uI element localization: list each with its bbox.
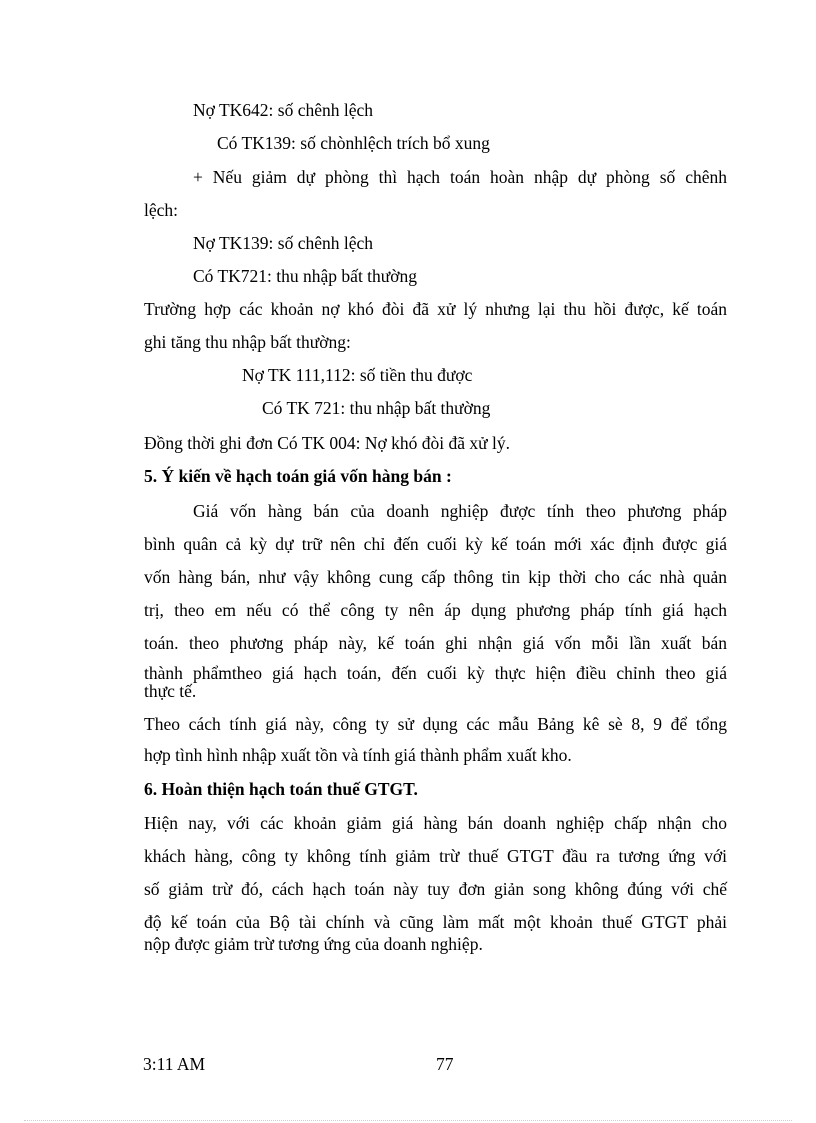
section-5-paragraph2-line: Theo cách tính giá này, công ty sử dụng các mẫu Bảng kê sè 8, 9 để tổng	[144, 714, 727, 734]
page-bottom-divider	[24, 1120, 792, 1121]
section-5-paragraph-line: toán. theo phương pháp này, kế toán ghi nhận giá vốn mỗi lần xuất bán	[144, 633, 727, 653]
note-decrease-provision: + Nếu giảm dự phòng thì hạch toán hoàn nhập dự phòng số chênh	[193, 167, 727, 187]
section-5-paragraph-line: trị, theo em nếu có thể công ty nên áp dụng phương pháp tính giá hạch	[144, 600, 727, 620]
entry-debit-111-112: Nợ TK 111,112: số tiền thu được	[242, 365, 473, 385]
section-6-paragraph-line: độ kế toán của Bộ tài chính và cũng làm mất một khoản thuế GTGT phải	[144, 912, 727, 932]
entry-debit-139: Nợ TK139: số chênh lệch	[193, 233, 374, 253]
entry-single-004: Đồng thời ghi đơn Có TK 004: Nợ khó đòi đã xử lý.	[144, 433, 511, 453]
section-5-paragraph-line: thành phẩmtheo giá hạch toán, đến cuối kỳ thực hiện điều chỉnh theo giá	[144, 663, 727, 683]
section-5-heading: 5. Ý kiến về hạch toán giá vốn hàng bán :	[144, 466, 452, 486]
section-6-paragraph-line-last: nộp được giảm trừ tương ứng của doanh nghiệp.	[144, 934, 483, 954]
section-5-paragraph-line: vốn hàng bán, như vậy không cung cấp thông tin kịp thời cho các nhà quản	[144, 567, 727, 587]
paragraph-bad-debt-recovery-cont: ghi tăng thu nhập bất thường:	[144, 332, 351, 352]
paragraph-bad-debt-recovery: Trường hợp các khoản nợ khó đòi đã xử lý nhưng lại thu hồi được, kế toán	[144, 299, 727, 319]
entry-credit-139: Có TK139: số chònhlệch trích bổ xung	[217, 133, 490, 153]
entry-debit-642: Nợ TK642: số chênh lệch	[193, 100, 374, 120]
section-5-paragraph-line: Giá vốn hàng bán của doanh nghiệp được tính theo phương pháp	[193, 501, 727, 521]
entry-credit-721: Có TK721: thu nhập bất thường	[193, 266, 418, 286]
footer-time: 3:11 AM	[143, 1054, 206, 1074]
section-5-paragraph-line-last: thực tế.	[144, 681, 197, 701]
page-number: 77	[436, 1054, 454, 1074]
section-6-heading: 6. Hoàn thiện hạch toán thuế GTGT.	[144, 779, 418, 799]
section-6-paragraph-line: khách hàng, công ty không tính giảm trừ thuế GTGT đầu ra tương ứng với	[144, 846, 727, 866]
section-5-paragraph-line: bình quân cả kỳ dự trữ nên chỉ đến cuối kỳ kế toán mới xác định được giá	[144, 534, 727, 554]
section-6-paragraph-line: Hiện nay, với các khoản giảm giá hàng bán doanh nghiệp chấp nhận cho	[144, 813, 727, 833]
section-6-paragraph-line: số giảm trừ đó, cách hạch toán này tuy đơn giản song không đúng với chế	[144, 879, 727, 899]
entry-credit-721-b: Có TK 721: thu nhập bất thường	[262, 398, 491, 418]
note-decrease-provision-cont: lệch:	[144, 200, 179, 220]
section-5-paragraph2-line-last: hợp tình hình nhập xuất tồn và tính giá thành phẩm xuất kho.	[144, 745, 572, 765]
